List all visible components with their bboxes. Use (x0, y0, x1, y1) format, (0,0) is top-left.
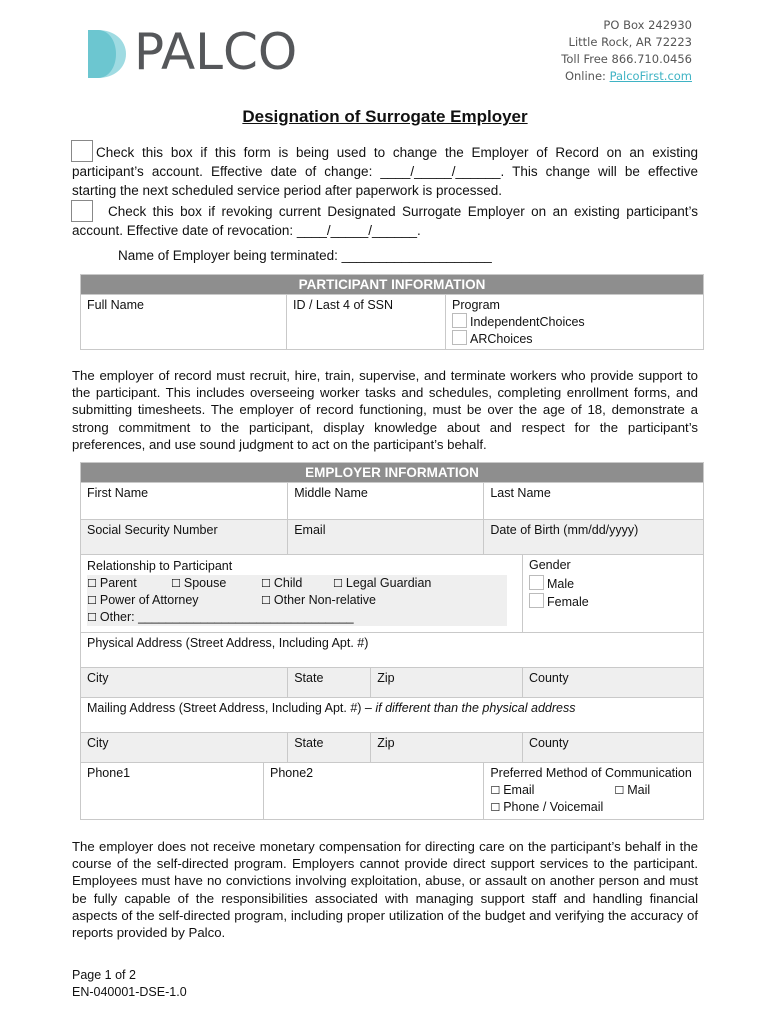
address-line-2: Little Rock, AR 72223 (568, 35, 692, 49)
phone1-label: Phone1 (87, 766, 131, 780)
mailing-state-field[interactable] (288, 733, 371, 763)
compensation-text: The employer does not receive monetary compensation for directing care on the participant’s behalf in the course of the self-directed program. Employers cannot provide direct support services to the participant. Employees must have no convictions involving exploitation, abuse, or assault on another person and must be fully capable of the responsibilities associated with managing support staff and handling financial aspects of the self-directed program, including proper utilization of the budget and verifying the accuracy of reports provided by Palco. (72, 839, 698, 941)
id-field[interactable] (287, 295, 446, 350)
employer-role-text: The employer of record must recruit, hire, train, supervise, and terminate workers who provide support to the participant. This includes overseeing worker tasks and schedules, completing enrollment forms, and submitting timesheets. The employer of record functioning, must be over the age of 18, demonstrate a strong commitment to the participant, display knowledge about and respect for the participant’s preferences, and use sound judgment to act on the participant’s behalf. (72, 368, 698, 452)
mailing-address-field[interactable] (81, 698, 704, 733)
email-label: Email (294, 523, 326, 537)
form-code: EN-040001-DSE-1.0 (72, 985, 187, 999)
middle-name-label: Middle Name (294, 486, 368, 500)
program-option-arc[interactable] (452, 330, 697, 346)
physical-address-field[interactable] (81, 633, 704, 668)
id-label: ID / Last 4 of SSN (293, 298, 394, 312)
pref-email-checkbox-icon[interactable]: ☐ (490, 784, 501, 797)
program-arc-label: ARChoices (470, 332, 533, 346)
rel-parent-label: Parent (99, 576, 137, 590)
change-employer-text: Check this box if this form is being used to change the Employer of Record on an existing participant’s account. Effective date of change: ____/_____/______. This change will be effective starting the next scheduled service period after paperwork is processed. (72, 145, 698, 198)
gender-female-checkbox[interactable] (529, 593, 544, 608)
physical-city-label: City (87, 671, 109, 685)
email-field[interactable] (288, 520, 484, 555)
first-name-label: First Name (87, 486, 149, 500)
program-label: Program (452, 298, 500, 312)
physical-county-field[interactable] (523, 668, 704, 698)
mailing-county-field[interactable] (523, 733, 704, 763)
program-option-ic[interactable] (452, 313, 697, 329)
pref-mail-checkbox-icon[interactable]: ☐ (614, 784, 625, 797)
rel-spouse-label: Spouse (183, 576, 227, 590)
employer-header: EMPLOYER INFORMATION (81, 463, 704, 483)
mailing-address-label: Mailing Address (Street Address, Including Apt. #) – (87, 701, 376, 715)
rel-other-nonrel-option[interactable] (261, 593, 376, 607)
dob-label: Date of Birth (mm/dd/yyyy) (490, 523, 639, 537)
gender-field (523, 555, 704, 633)
page-title: Designation of Surrogate Employer (242, 107, 528, 126)
middle-name-field[interactable] (288, 483, 484, 520)
rel-spouse-option[interactable] (171, 575, 261, 592)
phone2-field[interactable] (264, 763, 484, 820)
mailing-county-label: County (529, 736, 569, 750)
rel-spouse-checkbox-icon[interactable]: ☐ (171, 577, 181, 590)
last-name-field[interactable] (484, 483, 704, 520)
address-online (561, 68, 692, 85)
page-number: Page 1 of 2 (72, 968, 136, 982)
address-line-3: Toll Free 866.710.0456 (561, 52, 692, 66)
pref-phone-option[interactable] (490, 799, 697, 816)
full-name-field[interactable] (81, 295, 287, 350)
program-field (446, 295, 704, 350)
physical-zip-field[interactable] (371, 668, 523, 698)
last-name-label: Last Name (490, 486, 551, 500)
rel-child-label: Child (273, 576, 303, 590)
mailing-address-note: if different than the physical address (375, 701, 576, 715)
mailing-city-field[interactable] (81, 733, 288, 763)
employer-table (80, 462, 704, 820)
rel-child-option[interactable] (261, 575, 333, 592)
preferred-communication-label: Preferred Method of Communication (490, 766, 692, 780)
gender-male-option[interactable] (529, 575, 697, 591)
phone2-label: Phone2 (270, 766, 314, 780)
address-line-1: PO Box 242930 (603, 18, 692, 32)
pref-email-label: Email (503, 783, 535, 797)
physical-address-label: Physical Address (Street Address, Including Apt. #) (87, 636, 369, 650)
terminated-employer-line: Name of Employer being terminated: ____________________ (118, 248, 492, 263)
brand-name: PALCO (134, 23, 298, 81)
rel-legal-option[interactable] (333, 576, 431, 590)
first-name-field[interactable] (81, 483, 288, 520)
rel-legal-checkbox-icon[interactable]: ☐ (333, 577, 343, 590)
palco-logo-mark-icon (84, 26, 130, 82)
rel-parent-option[interactable] (87, 575, 171, 592)
mailing-zip-label: Zip (377, 736, 395, 750)
physical-state-label: State (294, 671, 324, 685)
ssn-field[interactable] (81, 520, 288, 555)
rel-child-checkbox-icon[interactable]: ☐ (261, 577, 271, 590)
rel-other-label: Other: _______________________________ (99, 610, 354, 624)
phone1-field[interactable] (81, 763, 264, 820)
program-ic-label: IndependentChoices (470, 315, 585, 329)
rel-other-nonrel-label: Other Non-relative (273, 593, 376, 607)
gender-label: Gender (529, 558, 571, 572)
gender-female-option[interactable] (529, 593, 697, 609)
physical-county-label: County (529, 671, 569, 685)
pref-phone-checkbox-icon[interactable]: ☐ (490, 801, 501, 814)
rel-poa-option[interactable] (87, 592, 261, 609)
online-label: Online: (564, 69, 610, 83)
page-footer (72, 967, 187, 1001)
pref-mail-option[interactable] (614, 783, 650, 797)
mailing-state-label: State (294, 736, 324, 750)
rel-poa-checkbox-icon[interactable]: ☐ (87, 594, 97, 607)
pref-phone-label: Phone / Voicemail (503, 800, 604, 814)
preferred-communication-field (484, 763, 704, 820)
rel-other-option[interactable] (87, 609, 507, 626)
mailing-zip-field[interactable] (371, 733, 523, 763)
gender-female-label: Female (547, 595, 589, 609)
ssn-label: Social Security Number (87, 523, 218, 537)
revoke-text: Check this box if revoking current Designated Surrogate Employer on an existing participant’s account. Effective date of revocation: ____/_____/______. (72, 204, 698, 238)
contact-address (561, 17, 692, 85)
rel-poa-label: Power of Attorney (99, 593, 199, 607)
physical-zip-label: Zip (377, 671, 395, 685)
relationship-field (81, 555, 523, 633)
physical-state-field[interactable] (288, 668, 371, 698)
website-link[interactable]: PalcoFirst.com (609, 69, 692, 83)
rel-parent-checkbox-icon[interactable]: ☐ (87, 577, 97, 590)
dob-field[interactable] (484, 520, 704, 555)
participant-header: PARTICIPANT INFORMATION (81, 275, 704, 295)
rel-other-checkbox-icon[interactable]: ☐ (87, 611, 97, 624)
pref-mail-label: Mail (627, 783, 651, 797)
gender-male-label: Male (547, 577, 575, 591)
program-arc-checkbox[interactable] (452, 330, 467, 345)
mailing-city-label: City (87, 736, 109, 750)
participant-table (80, 274, 704, 350)
program-ic-checkbox[interactable] (452, 313, 467, 328)
relationship-label: Relationship to Participant (87, 559, 233, 573)
physical-city-field[interactable] (81, 668, 288, 698)
full-name-label: Full Name (87, 298, 144, 312)
rel-legal-label: Legal Guardian (345, 576, 432, 590)
pref-email-option[interactable] (490, 782, 614, 799)
gender-male-checkbox[interactable] (529, 575, 544, 590)
rel-other-nonrel-checkbox-icon[interactable]: ☐ (261, 594, 271, 607)
